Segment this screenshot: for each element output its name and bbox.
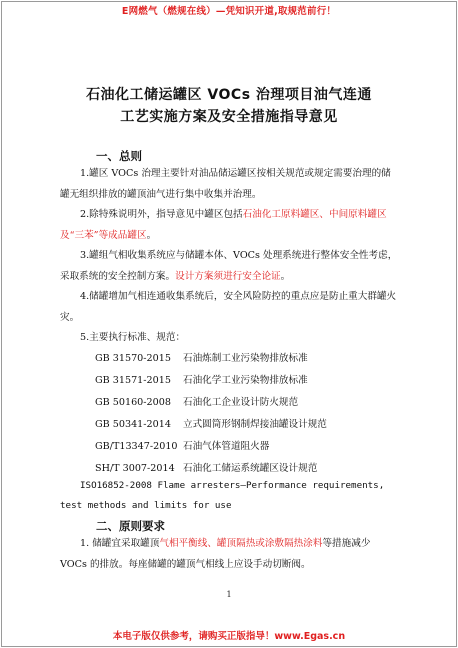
principle-1-text-b: 等措施减少 VOCs 的排放。每座储罐的罐顶气相线上应设手动切断阀。: [60, 538, 371, 570]
standard-item: [95, 350, 308, 364]
paragraph-3-highlight: 设计方案须进行安全论证: [175, 270, 281, 282]
paragraph-3-text-b: 。: [280, 270, 291, 282]
paragraph-2: [60, 205, 400, 246]
footer-notice: 本电子版仅供参考，请购买正版指导！www.Egas.cn: [112, 631, 346, 642]
top-banner: E网燃气（燃规在线）—凭知识开道,取规范前行！: [121, 6, 337, 17]
standard-code: GB 50160-2008: [95, 397, 171, 408]
standard-item: [95, 438, 269, 452]
standard-name: 石油化工储运系统罐区设计规范: [183, 463, 318, 474]
standard-item: [95, 460, 317, 474]
standard-code: GB 31570-2015: [95, 353, 171, 364]
standard-name: 石油炼制工业污染物排放标准: [183, 353, 308, 364]
standard-code: GB 50341-2014: [95, 419, 171, 430]
principle-paragraph-1: [60, 534, 400, 575]
principle-1-text-a: 1. 储罐宜采取罐顶: [80, 538, 160, 549]
document-title-line1: 石油化工储运罐区 VOCs 治理项目油气连通: [86, 87, 372, 103]
paragraph-2-text-b: 。: [146, 229, 157, 241]
standard-item: [95, 372, 308, 386]
standard-code: GB/T13347-2010: [95, 441, 178, 452]
paragraph-2-highlight: 石油化工原料罐区、中间原料罐区及“三苯”等成品罐区: [60, 209, 387, 241]
section-heading-general: 一、总则: [96, 149, 142, 163]
page-number: 1: [226, 590, 232, 599]
standard-item: [95, 394, 298, 408]
standard-code: SH/T 3007-2014: [95, 463, 175, 474]
iso-standard: ISO16852-2008 Flame arresters—Performance requirements, test methods and limits for use: [60, 480, 385, 511]
standard-name: 石油化学工业污染物排放标准: [183, 375, 308, 386]
principle-1-highlight: 气相平衡线、罐顶隔热或涂敷隔热涂料: [159, 538, 323, 549]
section-heading-principles: 二、原则要求: [96, 519, 165, 533]
standard-item: [95, 416, 327, 430]
paragraph-5: 5.主要执行标准、规范：: [80, 332, 186, 343]
standard-name: 立式圆筒形钢制焊接油罐设计规范: [183, 419, 327, 430]
standard-name: 石油化工企业设计防火规范: [183, 397, 299, 408]
paragraph-3-text-a: 3.罐组气相收集系统应与储罐本体、VOCs 处理系统进行整体安全性考虑，采取系统的安全控制方案。: [60, 250, 398, 282]
standard-name: 石油气体管道阻火器: [183, 441, 270, 452]
paragraph-3: [60, 246, 400, 287]
standard-code: GB 31571-2015: [95, 375, 171, 386]
paragraph-4: 4.储罐增加气相连通收集系统后，安全风险防控的重点应是防止重大群罐火灾。: [60, 291, 397, 323]
paragraph-1: 1.罐区 VOCs 治理主要针对油品储运罐区按相关规范或规定需要治理的储罐无组织排放的罐顶油气进行集中收集并治理。: [60, 168, 391, 200]
document-title-line2: 工艺实施方案及安全措施指导意见: [120, 109, 338, 125]
paragraph-2-text-a: 2.除特殊说明外，指导意见中罐区包括: [80, 209, 243, 220]
